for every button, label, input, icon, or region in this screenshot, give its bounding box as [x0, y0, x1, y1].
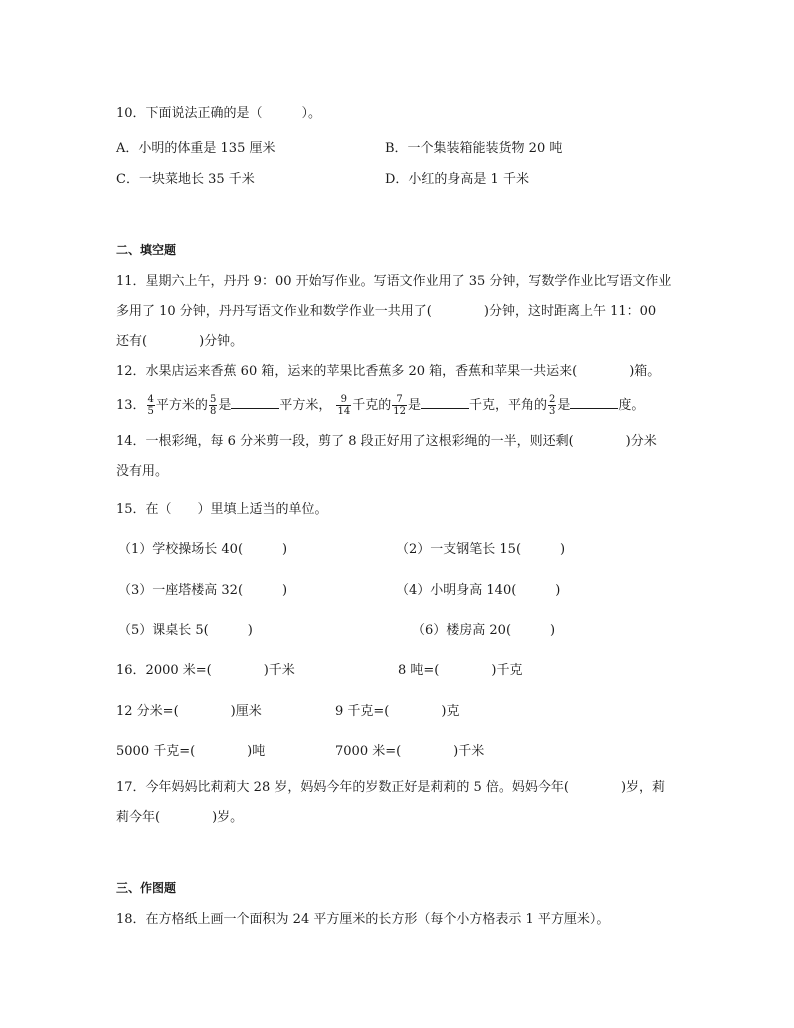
question-17-line-1: 17．今年妈妈比莉莉大 28 岁，妈妈今年的岁数正好是莉莉的 5 倍。妈妈今年( )岁，莉	[116, 780, 666, 795]
question-15-item-6: （6）楼房高 20( )	[412, 623, 556, 638]
question-15-item-4: （4）小明身高 140( )	[396, 583, 561, 598]
answer-blank-1	[231, 396, 279, 409]
question-16-item-4: 9 千克=( )克	[335, 704, 460, 719]
question-10-stem: 10．下面说法正确的是（ ）。	[116, 106, 322, 121]
question-10-option-c: C．一块菜地长 35 千米	[116, 172, 255, 187]
section-3-title: 三、作图题	[116, 881, 177, 895]
question-14-line-1: 14．一根彩绳，每 6 分米剪一段，剪了 8 段正好用了这根彩绳的一半，则还剩( )分米	[116, 434, 657, 449]
fraction-2-3: $\frac{2}{3}$	[549, 394, 556, 417]
fraction-9-14: $\frac{9}{14}$	[337, 394, 351, 417]
question-18: 18．在方格纸上画一个面积为 24 平方厘米的长方形（每个小方格表示 1 平方厘米）。	[116, 912, 610, 927]
fraction-4-5: $\frac{4}{5}$	[147, 394, 154, 417]
question-13: 13． $\frac{4}{5}$ 平方米的 $\frac{5}{8}$ 是 平方米， $\frac{9}{14}$ 千克的 $\frac{7}{12}$ 是 千克，平角的 $\frac{2}{3}$ 是 度。	[116, 394, 645, 417]
question-15-item-2: （2）一支钢笔长 15( )	[396, 542, 566, 557]
fraction-5-8: $\frac{5}{8}$	[209, 394, 217, 417]
question-10-option-a: A．小明的体重是 135 厘米	[116, 141, 276, 156]
question-14-line-2: 没有用。	[116, 464, 169, 479]
answer-blank-2	[421, 396, 469, 409]
question-11-line-2: 多用了 10 分钟，丹丹写语文作业和数学作业一共用了( )分钟，这时距离上午 11：00	[116, 304, 657, 319]
question-16-item-1: 16．2000 米=( )千米	[116, 663, 295, 678]
question-10-option-d: D．小红的身高是 1 千米	[385, 172, 529, 187]
question-16-item-6: 7000 米=( )千米	[335, 744, 485, 759]
question-16-item-2: 8 吨=( )千克	[398, 663, 523, 678]
question-17-line-2: 莉今年( )岁。	[116, 810, 244, 825]
question-11-line-3: 还有( )分钟。	[116, 334, 244, 349]
question-15-item-1: （1）学校操场长 40( )	[118, 542, 288, 557]
question-11-line-1: 11．星期六上午，丹丹 9：00 开始写作业。写语文作业用了 35 分钟，写数学作业比写语文作业	[116, 274, 672, 289]
question-12: 12．水果店运来香蕉 60 箱，运来的苹果比香蕉多 20 箱，香蕉和苹果一共运来( )箱。	[116, 364, 661, 379]
question-15-stem: 15．在（ ）里填上适当的单位。	[116, 502, 328, 517]
question-16-item-3: 12 分米=( )厘米	[116, 704, 262, 719]
question-10-option-b: B．一个集装箱能装货物 20 吨	[385, 141, 563, 156]
question-13-number: 13．	[116, 398, 146, 413]
answer-blank-3	[570, 396, 618, 409]
section-2-title: 二、填空题	[116, 243, 177, 257]
fraction-7-12: $\frac{7}{12}$	[393, 394, 406, 417]
question-16-item-5: 5000 千克=( )吨	[116, 744, 266, 759]
question-15-item-3: （3）一座塔楼高 32( )	[118, 583, 288, 598]
question-15-item-5: （5）课桌长 5( )	[118, 623, 253, 638]
